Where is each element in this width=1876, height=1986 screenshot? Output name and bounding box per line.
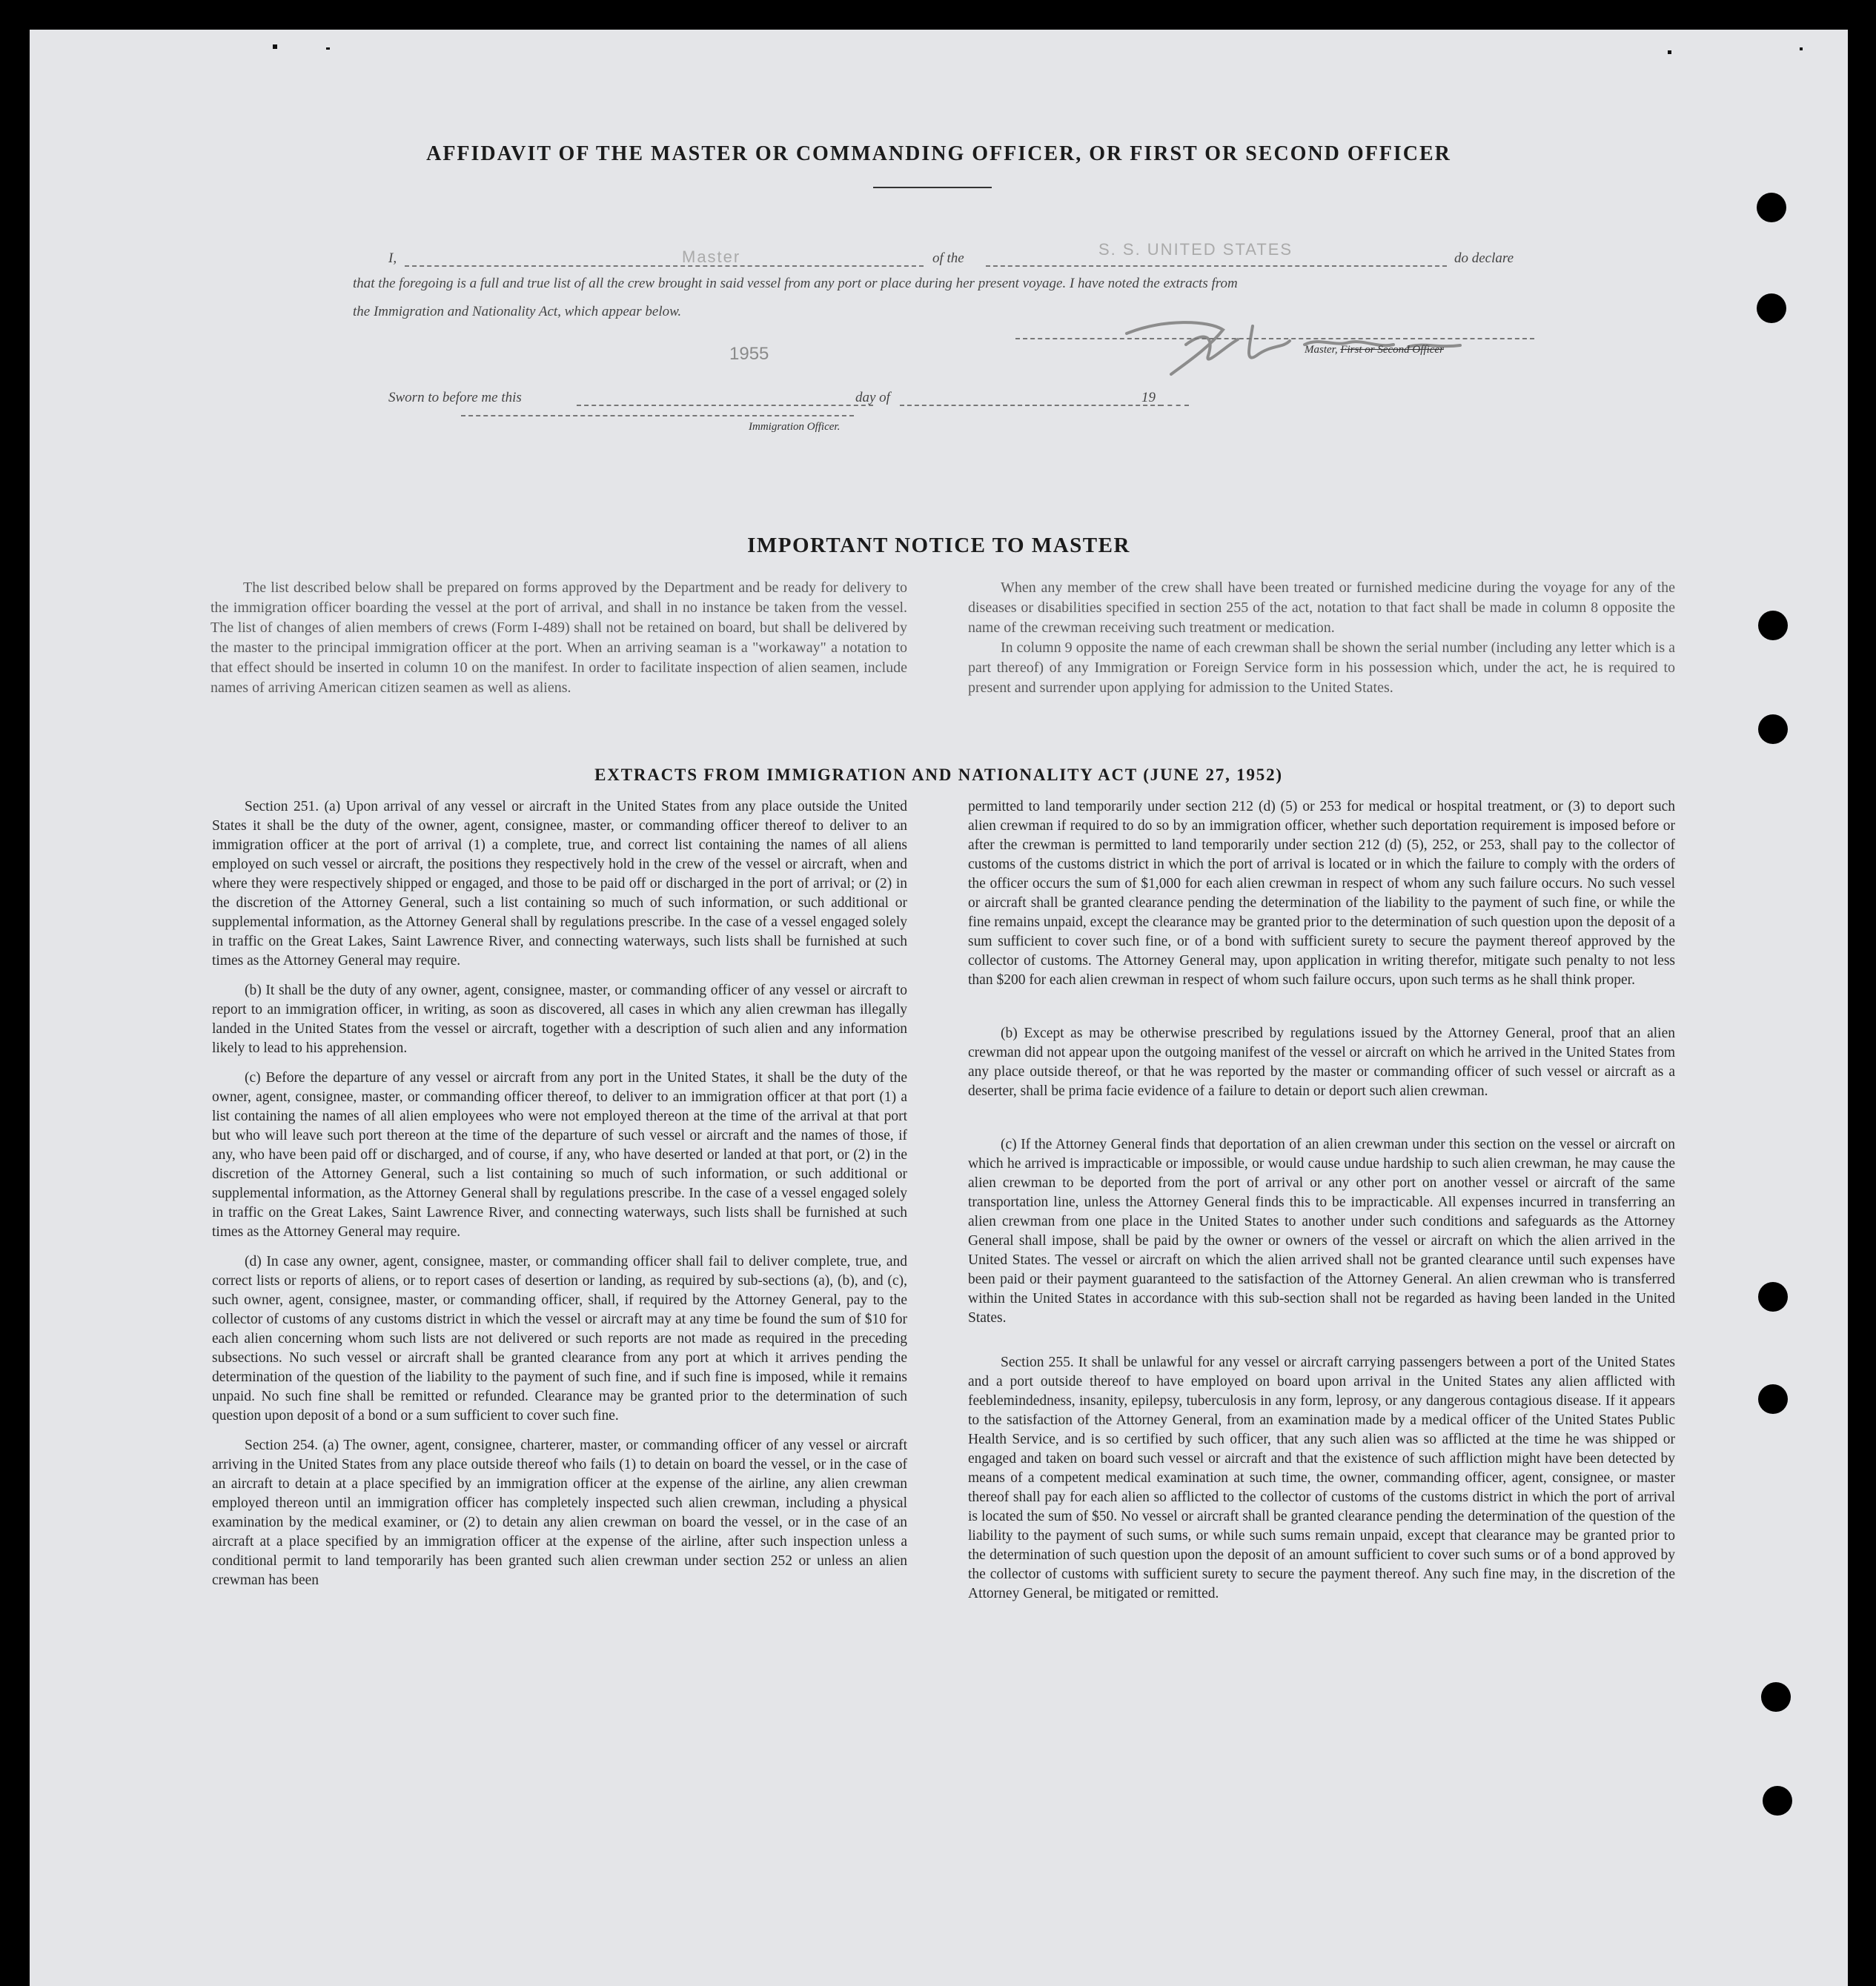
notice-left-column bbox=[211, 578, 907, 708]
punch-hole bbox=[1758, 1384, 1788, 1414]
punch-hole bbox=[1763, 1786, 1792, 1816]
affidavit-statement-end: the Immigration and Nationality Act, which appear below. bbox=[353, 304, 682, 319]
scan-speck bbox=[273, 44, 277, 49]
vessel-blank bbox=[986, 265, 1447, 267]
section-251c: (c) Before the departure of any vessel or aircraft from any port in the United States, it shall be the duty of the owner, agent, consignee, master, or commanding officer thereof, to deliver to an immigration officer at that port (1) a list containing the names of all alien employees who were not employed thereon at the time of the arrival at that port but who will leave such port thereon at the time of the departure of such vessel or aircraft and the names of those, if any, who have been paid off or discharged, and of course, if any, who have deserted or landed at that port, or (2) in the discretion of the Attorney General, such a list containing so much of such information, or such additional or supplemental information, as the Attorney General shall by regulations prescribe. In the case of a vessel engaged solely in traffic on the Great Lakes, Saint Lawrence River, and connecting waterways, such lists shall be furnished at such times as the Attorney General may require. bbox=[212, 1070, 907, 1240]
notice-right-paragraph-2: In column 9 opposite the name of each crewman shall be shown the serial number (including any letter which is a part thereof) of any Immigration or Foreign Service form in his possession which, under the act, he is required to present and surrender upon applying for admission to the United States. bbox=[968, 640, 1675, 696]
affidavit-of-the: of the bbox=[932, 250, 964, 266]
filled-vessel: S. S. UNITED STATES bbox=[1098, 240, 1293, 259]
year-stamp: 1955 bbox=[729, 344, 769, 364]
scan-speck bbox=[1668, 50, 1671, 54]
punch-hole bbox=[1758, 1282, 1788, 1312]
section-251a: Section 251. (a) Upon arrival of any vessel or aircraft in the United States from any place outside the United States it shall be the duty of the owner, agent, consignee, master, or commanding officer thereof to deliver to an immigration officer at the port of arrival (1) a complete, true, and correct list containing the names of all aliens employed on such vessel or aircraft, the positions they respectively hold in the crew of the vessel or aircraft, when and where they were respectively shipped or engaged, and those to be paid off or discharged in the port of arrival; or (2) in the discretion of the Attorney General, such a list containing so much of such information, or such additional or supplemental information, as the Attorney General shall by regulations prescribe. In the case of a vessel engaged solely in traffic on the Great Lakes, Saint Lawrence River, and connecting waterways, such lists shall be furnished at such times as the Attorney General may require. bbox=[212, 799, 907, 969]
document-page bbox=[30, 30, 1848, 1986]
extracts-left-column bbox=[212, 797, 907, 1601]
year-blank bbox=[1159, 405, 1189, 406]
punch-hole bbox=[1758, 714, 1788, 744]
year-prefix: 19 bbox=[1141, 390, 1156, 405]
day-blank bbox=[577, 405, 873, 406]
filled-rank: Master bbox=[682, 248, 741, 266]
name-blank bbox=[405, 265, 924, 267]
struck-officer-title: First or Second Officer bbox=[1340, 344, 1444, 356]
scan-speck bbox=[1800, 47, 1803, 50]
section-254a-continued: permitted to land temporarily under section 212 (d) (5) or 253 for medical or hospital treatment, or (3) to deport such alien crewman if required to do so by an immigration officer, whether such deportation requirement is imposed before or after the crewman is permitted to land temporarily under section 212 (d) (5), 252, or 253, shall pay to the collector of customs of the customs district in which the port of arrival is located or in which the failure to comply with the orders of the officer occurs the sum of $1,000 for each alien crewman in respect of whom any such failure occurs. No such vessel or aircraft shall be granted clearance pending the determination of the liability to the payment of such fine, or while the fine remains unpaid, except the clearance may be granted prior to the determination of such question upon the deposit of a sum sufficient to cover such fine, or of a bond with sufficient surety to secure the payment thereof approved by the collector of customs. The Attorney General may, upon application in writing therefor, mitigate such penalty to not less than $200 for each alien crewman in respect of whom such failure occurs, upon such terms as he shall think proper. bbox=[968, 799, 1675, 988]
punch-hole bbox=[1757, 193, 1786, 222]
punch-hole bbox=[1757, 293, 1786, 323]
sworn-label: Sworn to before me this bbox=[388, 390, 522, 405]
officer-signature-line bbox=[461, 415, 854, 416]
section-251b: (b) It shall be the duty of any owner, agent, consignee, master, or commanding officer of any vessel or aircraft to report to an immigration officer, in writing, as soon as discovered, all cases in which any alien crewman has illegally landed in the United States from the vessel or aircraft, together with a description of such alien and any information likely to lead to his apprehension. bbox=[212, 983, 907, 1056]
extracts-right-column bbox=[968, 797, 1675, 1614]
affidavit-declare: do declare bbox=[1454, 250, 1514, 266]
section-255: Section 255. It shall be unlawful for any vessel or aircraft carrying passengers between a port of the United States and a port outside thereof to have employed on board upon arrival in the United States any alien afflicted with feeblemindedness, insanity, epilepsy, tuberculosis in any form, leprosy, or any dangerous contagious disease. If it appears to the satisfaction of the Attorney General, from an examination made by a medical officer of the United States Public Health Service, and is so certified by such officer, that any such alien was so afflicted at the time he was shipped or engaged and taken on board such vessel or aircraft and that the existence of such affliction might have been detected by means of a competent medical examination at such time, the owner, commanding officer, agent, consignee, or master thereof shall pay for each alien so afflicted to the collector of customs of the customs district in which the port of arrival is located the sum of $50. No vessel or aircraft shall be granted clearance pending the determination of the question of the liability to the payment of such sums, or while such sums remain unpaid, except that clearance may be granted prior to the determination of such question upon the deposit of an amount sufficient to cover such sums or of a bond approved by the collector of customs with sufficient surety to secure the payment thereof. Any such fine may, in the discretion of the Attorney General, be mitigated or remitted. bbox=[968, 1355, 1675, 1601]
notice-left-paragraph: The list described below shall be prepared on forms approved by the Department and be ready for delivery to the immigration officer boarding the vessel at the port of arrival, and shall in no instance be taken from the vessel. The list of changes of alien members of crews (Form I-489) shall not be retained on board, but shall be delivered by the master to the principal immigration officer at the port. When an arriving seaman is a "workaway" a notation to that effect should be inserted in column 10 on the manifest. In order to facilitate inspection of alien seamen, include names of arriving American citizen seamen as well as aliens. bbox=[211, 579, 907, 696]
affidavit-i: I, bbox=[388, 250, 397, 266]
section-254c: (c) If the Attorney General finds that deportation of an alien crewman under this section on the vessel or aircraft on which he arrived is impracticable or impossible, or would cause undue hardship to such alien crewman, he may cause the alien crewman to be deported from the port of arrival or any other port on another vessel or aircraft of the same transportation line, unless the Attorney General finds this to be impracticable. All expenses incurred in transferring an alien crewman from one place in the United States to another under such conditions and safeguards as the Attorney General shall impose, shall be paid by the owner or owners of the vessel or aircraft on which the alien arrived in the United States. The vessel or aircraft on which the alien arrived shall not be granted clearance until such expenses have been paid or their payment guaranteed to the satisfaction of the Attorney General. An alien crewman who is transferred within the United States in accordance with this sub-section shall not be regarded as having been landed in the United States. bbox=[968, 1137, 1675, 1326]
affidavit-statement: that the foregoing is a full and true list of all the crew brought in said vessel from any port or place during her present voyage. I have noted the extracts from bbox=[353, 276, 1238, 291]
signature-line bbox=[1015, 338, 1534, 339]
affidavit-title: AFFIDAVIT OF THE MASTER OR COMMANDING OFFICER, OR FIRST OR SECOND OFFICER bbox=[426, 142, 1451, 165]
officer-caption: Immigration Officer. bbox=[749, 421, 841, 433]
notice-title: IMPORTANT NOTICE TO MASTER bbox=[747, 534, 1130, 557]
title-underline bbox=[873, 187, 992, 188]
scan-speck bbox=[326, 47, 330, 50]
section-251d: (d) In case any owner, agent, consignee, master, or commanding officer shall fail to deliver complete, true, and correct lists or reports of aliens, or to report cases of desertion or landing, as required by sub-sections (a), (b), and (c), such owner, agent, consignee, master, or commanding officer, shall, if required by the Attorney General, pay to the collector of customs of any customs district in which the vessel or aircraft may at any time be found the sum of $10 for each alien concerning whom such lists are not delivered or such reports are not made as required in the preceding subsections. No such vessel or aircraft shall be granted clearance from any port at which it arrives pending the determination of the question of the liability to the payment of such fine, and if such fine is imposed, while it remains unpaid. No such fine shall be remitted or refunded. Clearance may be granted prior to the determination of such question upon deposit of a bond or a sum sufficient to cover such fine. bbox=[212, 1254, 907, 1424]
notice-right-paragraph-1: When any member of the crew shall have been treated or furnished medicine during the voyage for any of the diseases or disabilities specified in section 255 of the act, notation to that fact shall be made in column 8 opposite the name of the crewman receiving such treatment or medication. bbox=[968, 579, 1675, 636]
section-254a: Section 254. (a) The owner, agent, consignee, charterer, master, or commanding officer of any vessel or aircraft arriving in the United States from any place outside thereof who fails (1) to detain on board the vessel, or in the case of an aircraft to detain at a place specified by an immigration officer at the expense of the airline, any alien crewman employed thereon until an immigration officer has completely inspected such alien crewman, including a physical examination by the medical examiner, or (2) to detain any alien crewman on board the vessel, or in the case of an aircraft at a place specified by an immigration officer at the expense of the airline, after such inspection unless a conditional permit to land temporarily has been granted such alien crewman under section 252 or unless an alien crewman has been bbox=[212, 1438, 907, 1588]
section-254b: (b) Except as may be otherwise prescribed by regulations issued by the Attorney General, proof that an alien crewman did not appear upon the outgoing manifest of the vessel or aircraft on which he arrived in the United States from any place outside thereof, or that he was reported by the master or commanding officer of such vessel or aircraft as a deserter, shall be prima facie evidence of a failure to detain or deport such alien crewman. bbox=[968, 1026, 1675, 1099]
punch-hole bbox=[1758, 611, 1788, 640]
month-blank bbox=[900, 405, 1162, 406]
signer-caption: Master, First or Second Officer bbox=[1305, 344, 1444, 356]
extracts-title: EXTRACTS FROM IMMIGRATION AND NATIONALITY ACT (JUNE 27, 1952) bbox=[594, 765, 1283, 784]
punch-hole bbox=[1761, 1682, 1791, 1712]
notice-right-column bbox=[968, 578, 1675, 708]
day-of-label: day of bbox=[855, 390, 890, 405]
